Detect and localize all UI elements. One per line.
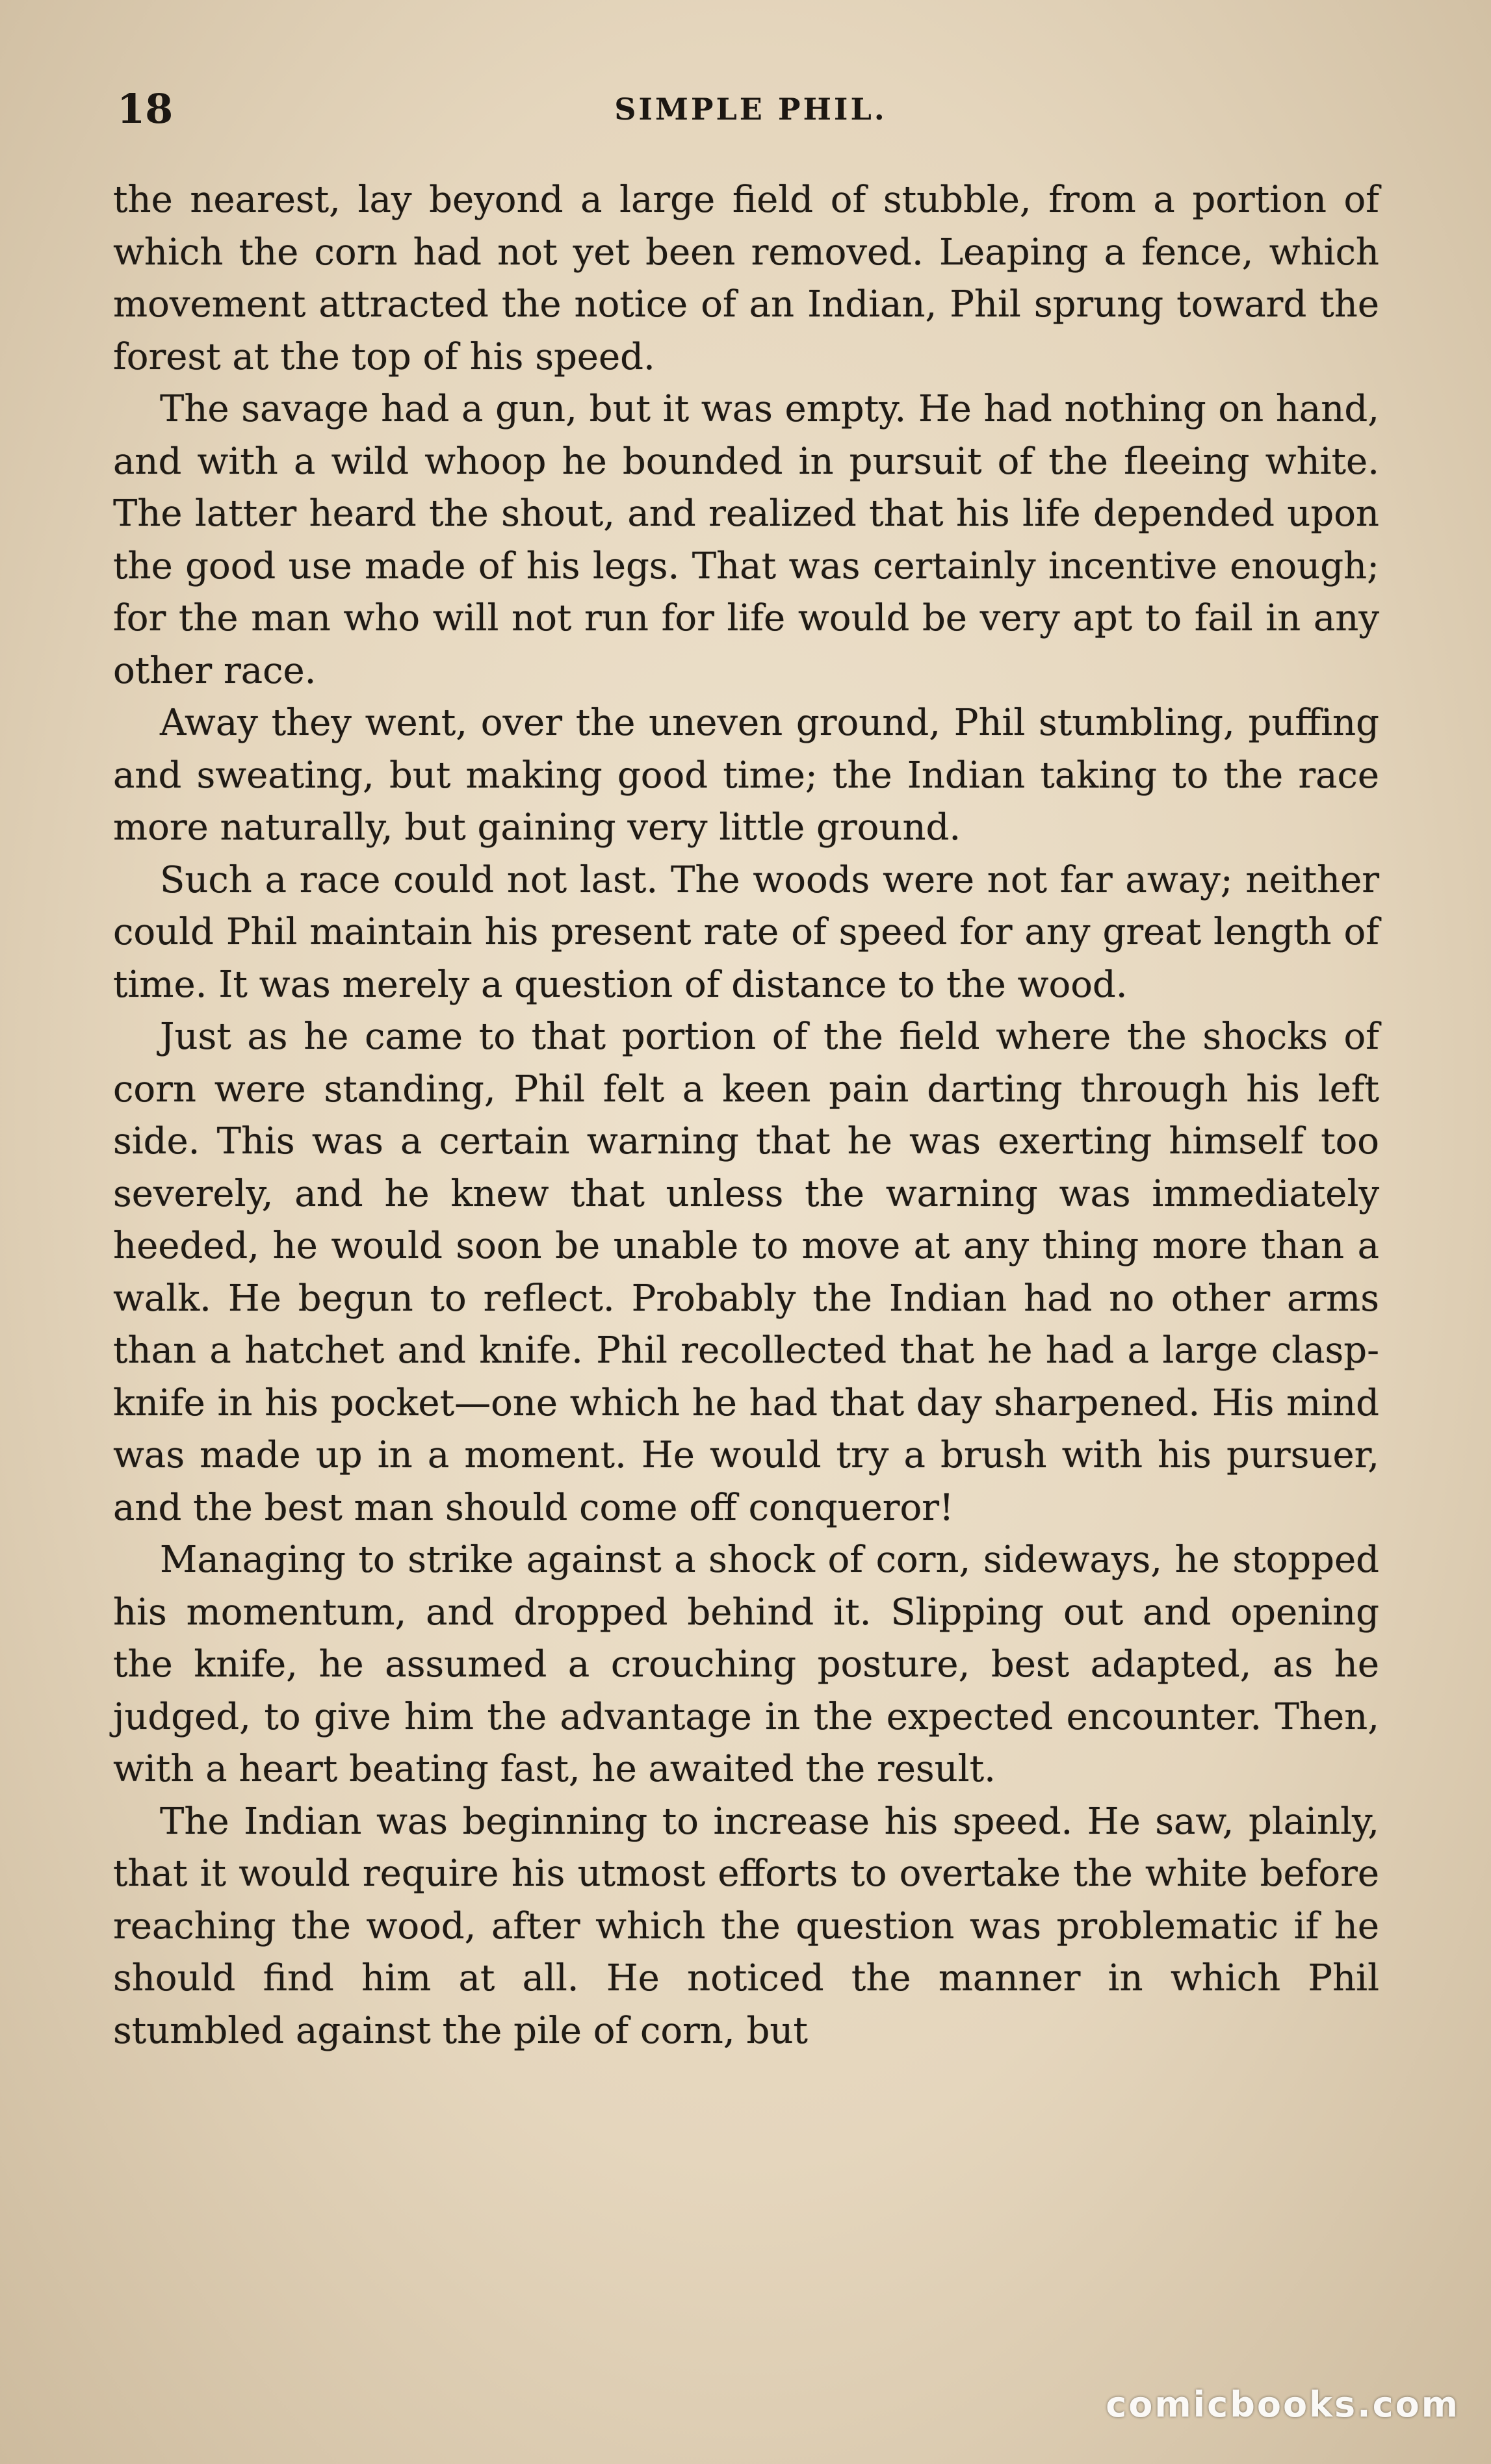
page-header: [117, 77, 1384, 142]
site-watermark: comicbooks.com: [1106, 2384, 1460, 2425]
page-number: 18: [117, 85, 174, 133]
paragraph-4: Such a race could not last. The woods were not far away; neither could Phil maintain his present rate of speed for any great length of time. It was merely a question of distance to the wood.: [113, 858, 1379, 1006]
running-title: SIMPLE PHIL.: [614, 92, 887, 127]
paragraph-2: The savage had a gun, but it was empty. He had nothing on hand, and with a wild whoop he bounded in pursuit of the fleeing white. The latter heard the shout, and realized that his life depended upon the good use made of his legs. That was certainly incentive enough; for the man who will not run for life would be very apt to fail in any other race.: [113, 388, 1379, 692]
paragraph-6: Managing to strike against a shock of corn, sideways, he stopped his momentum, and dropped behind it. Slipping out and opening the knife, he assumed a crouching posture, best adapted, as he judged, to give him the advantage in the expected encounter. Then, with a heart beating fast, he awaited the result.: [113, 1539, 1379, 1790]
paragraph-1: the nearest, lay beyond a large field of stubble, from a portion of which the corn had not yet been removed. Leaping a fence, which movement attracted the notice of an Indian, Phil sprung toward the forest at the top of his speed.: [113, 179, 1379, 378]
body-text: [113, 174, 1379, 2057]
paragraph-3: Away they went, over the uneven ground, Phil stumbling, puffing and sweating, but making good time; the Indian taking to the race more naturally, but gaining very little ground.: [113, 702, 1379, 849]
paragraph-7: The Indian was beginning to increase his speed. He saw, plainly, that it would require his utmost efforts to overtake the white before reaching the wood, after which the question was problematic if he should find him at all. He noticed the manner in which Phil stumbled against the pile of corn, but: [113, 1800, 1379, 2052]
paragraph-5: Just as he came to that portion of the field where the shocks of corn were standing, Phil felt a keen pain darting through his left side. This was a certain warning that he was exerting himself too severely, and he knew that unless the warning was immediately heeded, he would soon be unable to move at any thing more than a walk. He begun to reflect. Probably the Indian had no other arms than a hatchet and knife. Phil recollected that he had a large clasp-knife in his pocket—one which he had that day sharpened. His mind was made up in a moment. He would try a brush with his pursuer, and the best man should come off conqueror!: [113, 1016, 1379, 1529]
